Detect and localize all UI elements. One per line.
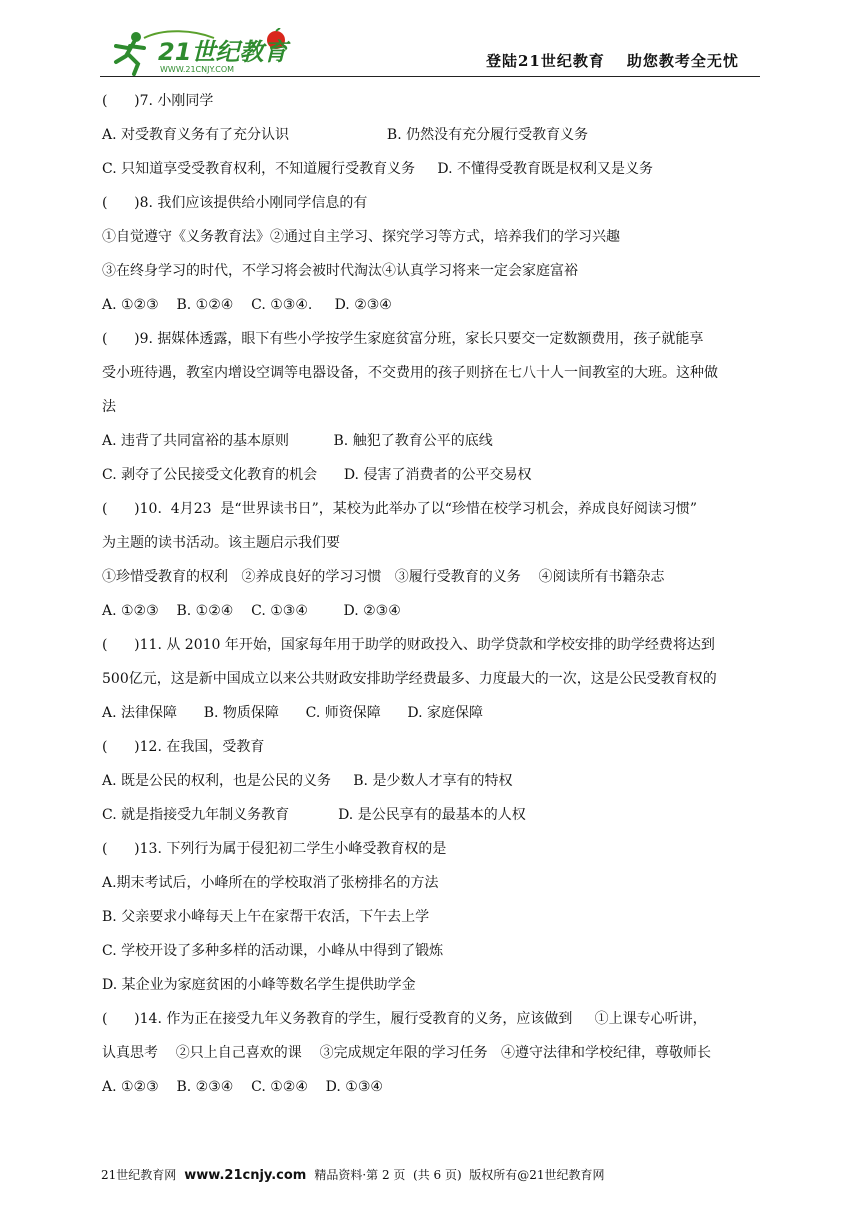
text-line: ( )11. 从 2010 年开始，国家每年用于助学的财政投入、助学贷款和学校安排的助学经费将达到 xyxy=(102,637,715,653)
question-body xyxy=(102,86,762,1106)
text-line: A.期末考试后，小峰所在的学校取消了张榜排名的方法 xyxy=(102,875,439,891)
text-line: ( )8. 我们应该提供给小刚同学信息的有 xyxy=(102,195,368,211)
text-line: 为主题的读书活动。该主题启示我们要 xyxy=(102,535,340,551)
text-line: A. 既是公民的权利，也是公民的义务 B. 是少数人才享有的特权 xyxy=(102,773,513,789)
slogan-right: 助您教考全无忧 xyxy=(626,52,739,70)
text-line: A. ①②③ B. ②③④ C. ①②④ D. ①③④ xyxy=(102,1079,383,1095)
text-line: ( )10. 4月23 是“世界读书日”，某校为此举办了以“珍惜在校学习机会，养成良好阅读习惯” xyxy=(102,501,698,517)
text-line: A. 违背了共同富裕的基本原则 B. 触犯了教育公平的底线 xyxy=(102,433,493,449)
text-line: ( )7. 小刚同学 xyxy=(102,93,214,109)
footer-site-link[interactable]: www.21cnjy.com xyxy=(184,1168,307,1183)
text-line: ①珍惜受教育的权利 ②养成良好的学习习惯 ③履行受教育的义务 ④阅读所有书籍杂志 xyxy=(102,569,665,585)
text-line: ( )14. 作为正在接受九年义务教育的学生，履行受教育的义务，应该做到 ①上课专心听讲， xyxy=(102,1011,707,1027)
text-line: D. 某企业为家庭贫困的小峰等数名学生提供助学金 xyxy=(102,977,416,993)
text-line: 受小班待遇，教室内增设空调等电器设备，不交费用的孩子则挤在七八十人一间教室的大班。这种做 xyxy=(102,365,718,381)
text-line: 认真思考 ②只上自己喜欢的课 ③完成规定年限的学习任务 ④遵守法律和学校纪律，尊敬师长 xyxy=(102,1045,711,1061)
slogan-left: 登陆21世纪教育 xyxy=(486,52,605,70)
text-line: A. 法律保障 B. 物质保障 C. 师资保障 D. 家庭保障 xyxy=(102,705,484,721)
page-footer xyxy=(101,1166,605,1183)
header-divider xyxy=(100,76,760,77)
footer-right: 精品资料·第 2 页 (共 6 页) 版权所有@21世纪教育网 xyxy=(314,1168,605,1182)
text-line: C. 学校开设了多种多样的活动课，小峰从中得到了锻炼 xyxy=(102,943,444,959)
text-line: A. ①②③ B. ①②④ C. ①③④. D. ②③④ xyxy=(102,297,392,313)
text-line: C. 剥夺了公民接受文化教育的机会 D. 侵害了消费者的公平交易权 xyxy=(102,467,532,483)
header-slogan xyxy=(486,50,739,71)
text-line: A. ①②③ B. ①②④ C. ①③④ D. ②③④ xyxy=(102,603,401,619)
text-line: ( )12. 在我国，受教育 xyxy=(102,739,265,755)
logo-url: WWW.21CNJY.COM xyxy=(160,65,235,74)
text-line: A. 对受教育义务有了充分认识 B. 仍然没有充分履行受教育义务 xyxy=(102,127,589,143)
text-line: 500亿元，这是新中国成立以来公共财政安排助学经费最多、力度最大的一次，这是公民受教育权的 xyxy=(102,671,717,687)
text-line: C. 只知道享受受教育权利，不知道履行受教育义务 D. 不懂得受教育既是权利又是义务 xyxy=(102,161,653,177)
text-line: ①自觉遵守《义务教育法》②通过自主学习、探究学习等方式，培养我们的学习兴趣 xyxy=(102,229,620,245)
text-line: ( )13. 下列行为属于侵犯初二学生小峰受教育权的是 xyxy=(102,841,447,857)
text-line: ③在终身学习的时代，不学习将会被时代淘汰④认真学习将来一定会家庭富裕 xyxy=(102,263,578,279)
logo-text: 21世纪教育 xyxy=(158,38,288,66)
text-line: B. 父亲要求小峰每天上午在家帮干农活，下午去上学 xyxy=(102,909,430,925)
text-line: ( )9. 据媒体透露，眼下有些小学按学生家庭贫富分班，家长只要交一定数额费用，孩子就能享 xyxy=(102,331,704,347)
text-line: 法 xyxy=(102,399,116,415)
logo xyxy=(104,28,294,76)
footer-left: 21世纪教育网 xyxy=(101,1168,177,1182)
text-line: C. 就是指接受九年制义务教育 D. 是公民享有的最基本的人权 xyxy=(102,807,526,823)
page-header xyxy=(0,0,860,80)
